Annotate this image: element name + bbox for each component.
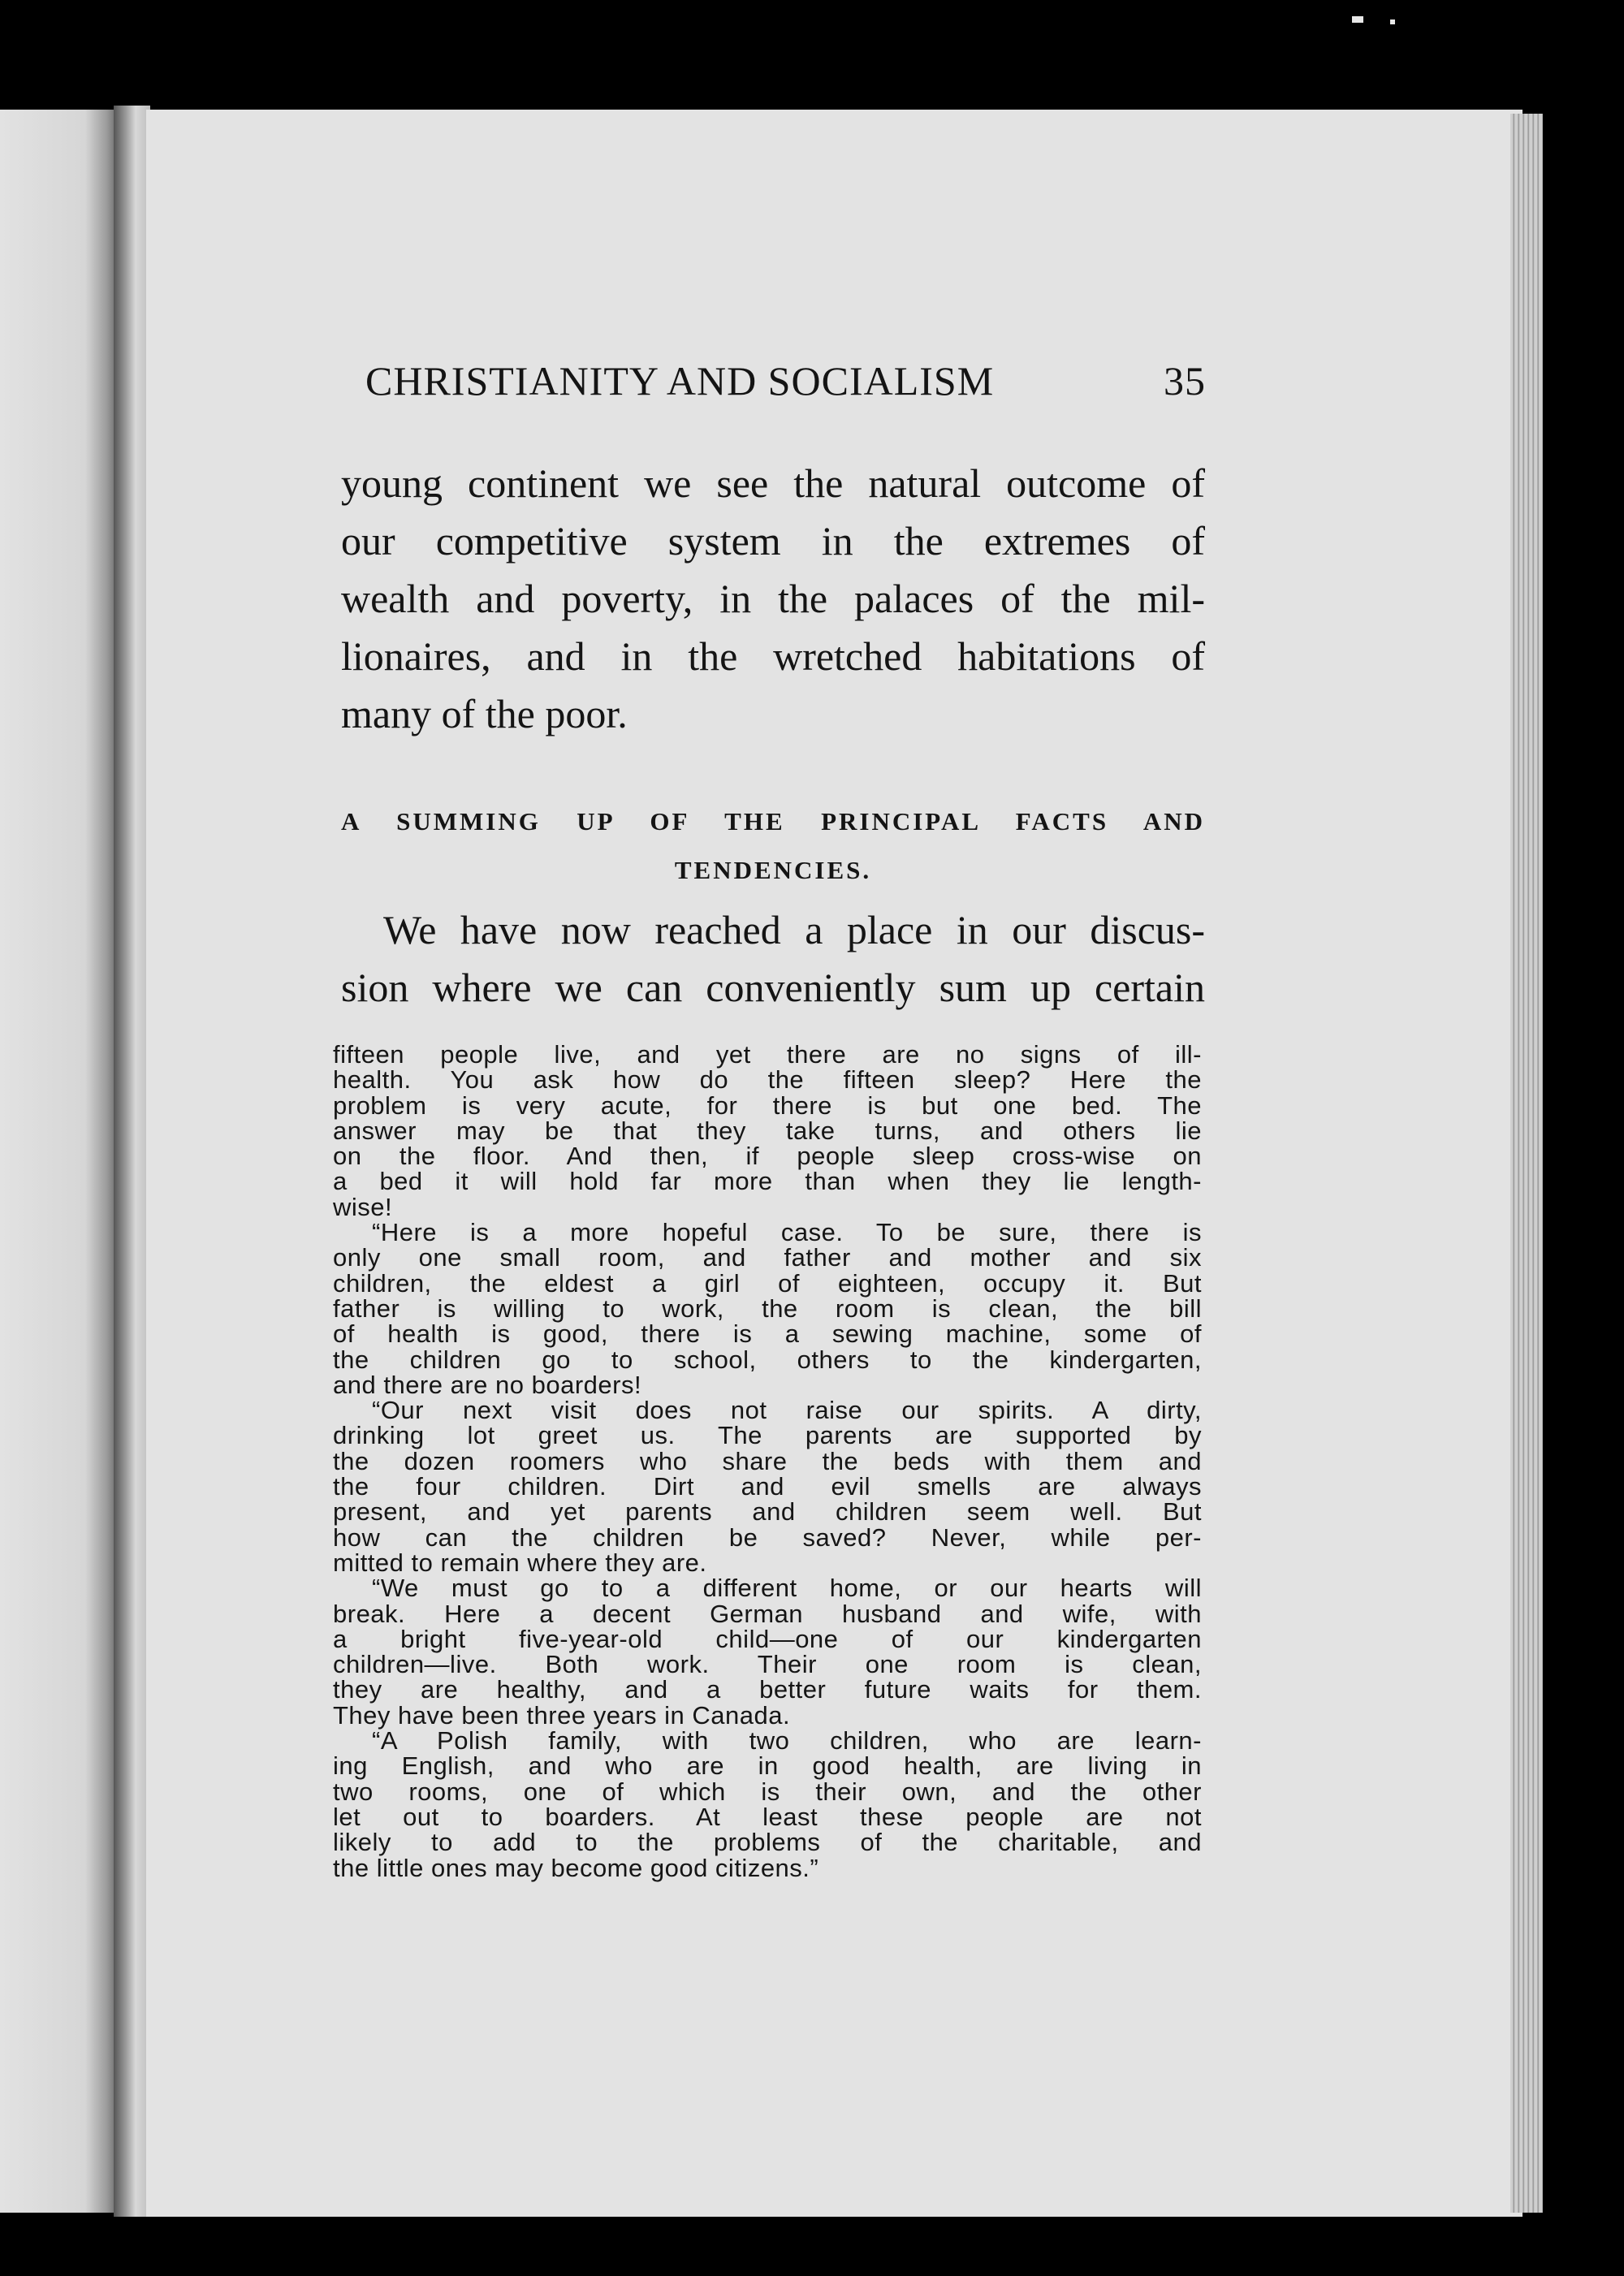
clipping-line: children—live. Both work. Their one room is clean,: [333, 1650, 1202, 1679]
text-line: many of the poor.: [341, 691, 628, 736]
clipping-line: the children go to school, others to the kindergarten,: [333, 1345, 1202, 1374]
section-paragraph: [341, 901, 1205, 1017]
clipping-line: let out to boarders. At least these people are not: [333, 1802, 1202, 1831]
paragraph-continuation: [341, 455, 1205, 743]
clipping-line: a bed it will hold far more than when they lie length-: [333, 1167, 1202, 1196]
clipping-line: a bright five-year-old child—one of our kindergarten: [333, 1624, 1202, 1653]
clipping-line: “A Polish family, with two children, who are learn-: [372, 1726, 1202, 1756]
clipping-line: “Our next visit does not raise our spirits. A dirty,: [372, 1396, 1202, 1425]
section-heading: [341, 797, 1205, 895]
text-line: sion where we can conveniently sum up certain: [341, 965, 1205, 1010]
clipping-line: fifteen people live, and yet there are no signs of ill-: [333, 1040, 1202, 1069]
scan-speck: [1352, 16, 1363, 23]
book-gutter: [114, 106, 150, 2217]
clipping-line: “Here is a more hopeful case. To be sure, there is: [372, 1218, 1202, 1247]
clipping-line: drinking lot greet us. The parents are supported by: [333, 1421, 1202, 1450]
facing-page-edge: [0, 110, 122, 2213]
text-line: young continent we see the natural outcome of: [341, 460, 1205, 506]
text-line: lionaires, and in the wretched habitations of: [341, 633, 1205, 679]
clipping-line: on the floor. And then, if people sleep cross-wise on: [333, 1142, 1202, 1171]
clipping-line: health. You ask how do the fifteen sleep? Here the: [333, 1065, 1202, 1095]
clipping-line: of health is good, there is a sewing machine, some of: [333, 1319, 1202, 1349]
text-line: wealth and poverty, in the palaces of the mil-: [341, 576, 1205, 621]
clipping-line: only one small room, and father and mother and six: [333, 1243, 1202, 1272]
clipping-line: they are healthy, and a better future waits for them.: [333, 1675, 1202, 1704]
text-line: our competitive system in the extremes of: [341, 518, 1205, 564]
clipping-line: wise!: [333, 1192, 393, 1221]
clipping-line: present, and yet parents and children seem well. But: [333, 1497, 1202, 1527]
clipping-line: two rooms, one of which is their own, and the other: [333, 1777, 1202, 1806]
page-stack-edges: [1510, 114, 1543, 2213]
clipping-line: problem is very acute, for there is but one bed. The: [333, 1090, 1202, 1120]
page-number: 35: [1164, 358, 1206, 404]
pasted-newspaper-clipping: [333, 1042, 1202, 1881]
clipping-line: the dozen roomers who share the beds with them and: [333, 1446, 1202, 1475]
clipping-line: ing English, and who are in good health, are living in: [333, 1751, 1202, 1781]
clipping-line: children, the eldest a girl of eighteen, occupy it. But: [333, 1268, 1202, 1298]
clipping-line: mitted to remain where they are.: [333, 1548, 707, 1577]
clipping-line: likely to add to the problems of the charitable, and: [333, 1828, 1202, 1857]
clipping-line: and there are no boarders!: [333, 1370, 642, 1399]
clipping-line: the four children. Dirt and evil smells are always: [333, 1472, 1202, 1501]
section-heading-line: TENDENCIES.: [674, 856, 872, 884]
scan-speck: [1390, 19, 1395, 24]
text-line: We have now reached a place in our discus-: [383, 907, 1205, 952]
clipping-line: “We must go to a different home, or our hearts will: [372, 1574, 1202, 1603]
running-head-title: CHRISTIANITY AND SOCIALISM: [365, 358, 995, 404]
running-head: [365, 357, 1206, 404]
clipping-line: They have been three years in Canada.: [333, 1700, 791, 1730]
clipping-line: the little ones may become good citizens.”: [333, 1853, 819, 1882]
section-heading-line: A SUMMING UP OF THE PRINCIPAL FACTS AND: [341, 807, 1205, 836]
clipping-line: answer may be that they take turns, and others lie: [333, 1116, 1202, 1145]
clipping-line: break. Here a decent German husband and wife, with: [333, 1599, 1202, 1628]
clipping-line: how can the children be saved? Never, while per-: [333, 1522, 1202, 1552]
clipping-line: father is willing to work, the room is clean, the bill: [333, 1293, 1202, 1323]
